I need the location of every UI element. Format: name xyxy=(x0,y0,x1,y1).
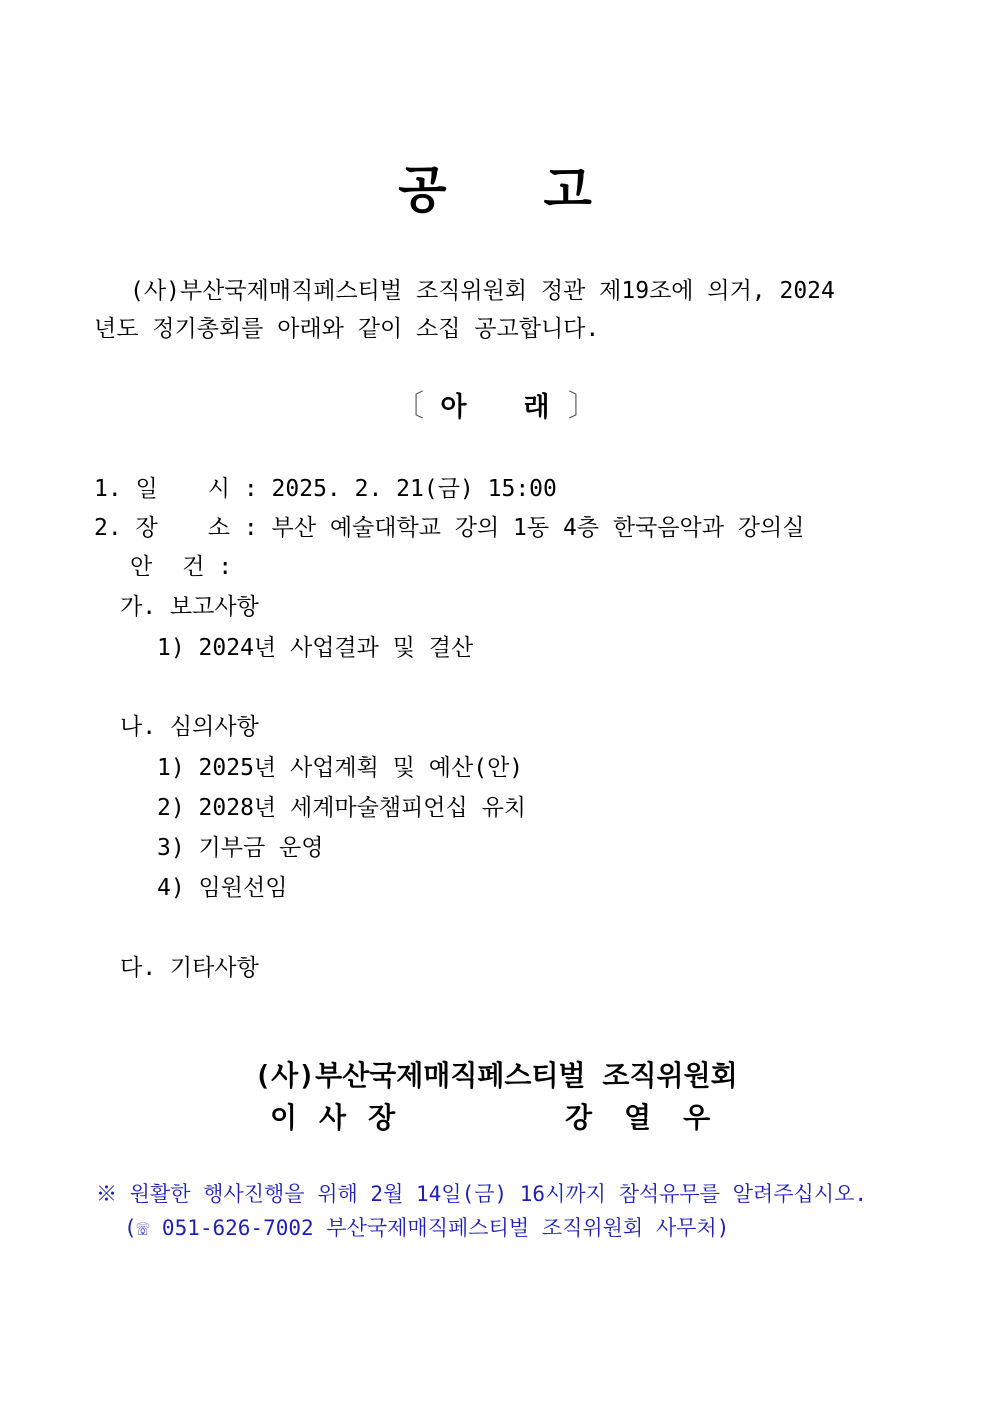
title-char-2: 고 xyxy=(543,161,594,219)
item-date-value: 2025. 2. 21(금) 15:00 xyxy=(271,476,557,502)
notice-line-2: (☏ 051-626-7002 부산국제매직페스티벌 조직위원회 사무처) xyxy=(124,1216,730,1240)
deliberation-item: 4) 임원선임 xyxy=(157,875,288,901)
intro-line-2: 년도 정기총회를 아래와 같이 소집 공고합니다. xyxy=(94,316,600,342)
item-agenda-label-1: 안 xyxy=(130,554,153,580)
section-other-title: 다. 기타사항 xyxy=(120,955,259,981)
item-date-number: 1. 일 xyxy=(94,476,158,502)
deliberation-item: 2) 2028년 세계마술챔피언십 유치 xyxy=(157,795,527,821)
section-report-title: 가. 보고사항 xyxy=(120,594,259,620)
document-title xyxy=(0,160,992,220)
item-place-suffix: 소 : xyxy=(207,515,258,541)
item-date xyxy=(94,474,557,504)
report-item: 1) 2024년 사업결과 및 결산 xyxy=(157,635,474,661)
item-date-suffix: 시 : xyxy=(207,476,258,502)
representative-position: 이사장 xyxy=(270,1101,418,1134)
item-place-number: 2. 장 xyxy=(94,515,158,541)
section-heading xyxy=(0,390,992,425)
title-char-1: 공 xyxy=(398,161,449,219)
open-bracket: 〔 xyxy=(394,389,425,424)
section-deliberation-title: 나. 심의사항 xyxy=(120,714,259,740)
representative-name: 강열우 xyxy=(565,1101,743,1134)
heading-char-2: 래 xyxy=(523,392,552,423)
deliberation-item: 3) 기부금 운영 xyxy=(157,835,324,861)
organization-name: (사)부산국제매직페스티벌 조직위원회 xyxy=(254,1059,738,1092)
item-place-value: 부산 예술대학교 강의 1동 4층 한국음악과 강의실 xyxy=(271,515,805,541)
item-agenda-label-2: 건 : xyxy=(182,554,233,580)
intro-line-1: (사)부산국제매직페스티벌 조직위원회 정관 제19조에 의거, 2024 xyxy=(130,278,835,304)
heading-char-1: 아 xyxy=(440,392,469,423)
close-bracket: 〕 xyxy=(567,389,598,424)
item-agenda xyxy=(130,552,232,582)
item-place xyxy=(94,513,804,543)
deliberation-item: 1) 2025년 사업계획 및 예산(안) xyxy=(157,755,524,781)
notice-line-1: ※ 원활한 행사진행을 위해 2월 14일(금) 16시까지 참석유무를 알려주십시오. xyxy=(96,1182,868,1206)
